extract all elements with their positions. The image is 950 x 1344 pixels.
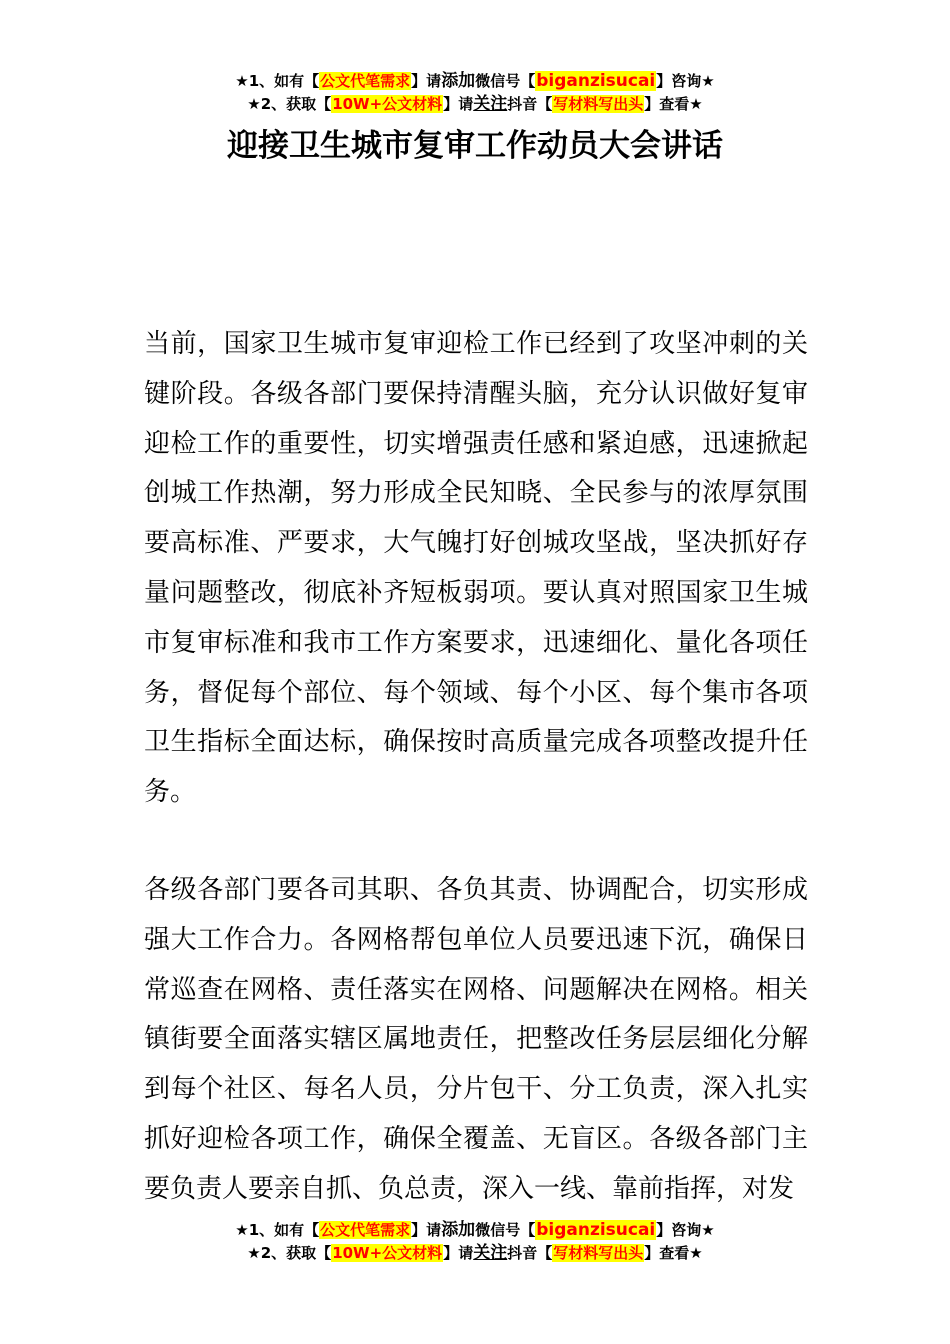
promo-highlight: 公文代笔需求 bbox=[320, 1221, 411, 1239]
promo-emphasis: 关注 bbox=[473, 1243, 508, 1263]
promo-text: 】请 bbox=[443, 95, 474, 113]
promo-douyin-id: 写材料写出头 bbox=[553, 1244, 644, 1262]
promo-text: 】咨询★ bbox=[656, 1221, 715, 1239]
promo-text: 】查看★ bbox=[644, 95, 703, 113]
promo-text: 抖音【 bbox=[507, 95, 553, 113]
promo-text: 】请 bbox=[411, 1221, 442, 1239]
top-promo-banner bbox=[0, 70, 950, 116]
body-paragraph-1: 当前，国家卫生城市复审迎检工作已经到了攻坚冲刺的关键阶段。各级各部门要保持清醒头脑，充分认识做好复审迎检工作的重要性，切实增强责任感和紧迫感，迅速掀起创城工作热潮，努力形成全民知晓、全民参与的浓厚氛围要高标准、严要求，大气魄打好创城攻坚战，坚决抓好存量问题整改，彻底补齐短板弱项。要认真对照国家卫生城市复审标准和我市工作方案要求，迅速细化、量化各项任务，督促每个部位、每个领域、每个小区、每个集市各项卫生指标全面达标，确保按时高质量完成各项整改提升任务。 bbox=[144, 329, 808, 808]
document-title: 迎接卫生城市复审工作动员大会讲话 bbox=[227, 128, 723, 164]
promo-line-1 bbox=[0, 1219, 950, 1242]
promo-emphasis: 添加 bbox=[441, 1220, 476, 1240]
promo-douyin-id: 写材料写出头 bbox=[553, 95, 644, 113]
promo-wechat-id: biganzisucai bbox=[536, 1220, 656, 1240]
promo-emphasis: 关注 bbox=[473, 94, 508, 114]
promo-text: 】咨询★ bbox=[656, 72, 715, 90]
promo-text: 抖音【 bbox=[507, 1244, 553, 1262]
promo-text: ★1、如有【 bbox=[235, 1221, 320, 1239]
promo-highlight: 公文代笔需求 bbox=[320, 72, 411, 90]
promo-emphasis: 添加 bbox=[441, 71, 476, 91]
promo-text: 微信号【 bbox=[475, 1221, 536, 1239]
promo-line-2 bbox=[0, 1242, 950, 1265]
promo-line-2 bbox=[0, 93, 950, 116]
promo-highlight: 10W+公文材料 bbox=[332, 95, 443, 113]
promo-text: ★1、如有【 bbox=[235, 72, 320, 90]
promo-text: 】请 bbox=[411, 72, 442, 90]
promo-line-1 bbox=[0, 70, 950, 93]
bottom-promo-banner bbox=[0, 1219, 950, 1265]
promo-highlight: 10W+公文材料 bbox=[332, 1244, 443, 1262]
promo-text: ★2、获取【 bbox=[247, 95, 332, 113]
promo-text: 微信号【 bbox=[475, 72, 536, 90]
promo-text: 】查看★ bbox=[644, 1244, 703, 1262]
promo-text: 】请 bbox=[443, 1244, 474, 1262]
promo-wechat-id: biganzisucai bbox=[536, 71, 656, 91]
promo-text: ★2、获取【 bbox=[247, 1244, 332, 1262]
body-paragraph-2: 各级各部门要各司其职、各负其责、协调配合，切实形成强大工作合力。各网格帮包单位人员要迅速下沉，确保日常巡查在网格、责任落实在网格、问题解决在网格。相关镇街要全面落实辖区属地责任，把整改任务层层细化分解到每个社区、每名人员，分片包干、分工负责，深入扎实抓好迎检各项工作，确保全覆盖、无盲区。各级各部门主要负责人要亲自抓、负总责，深入一线、靠前指挥，对发 bbox=[144, 875, 808, 1204]
